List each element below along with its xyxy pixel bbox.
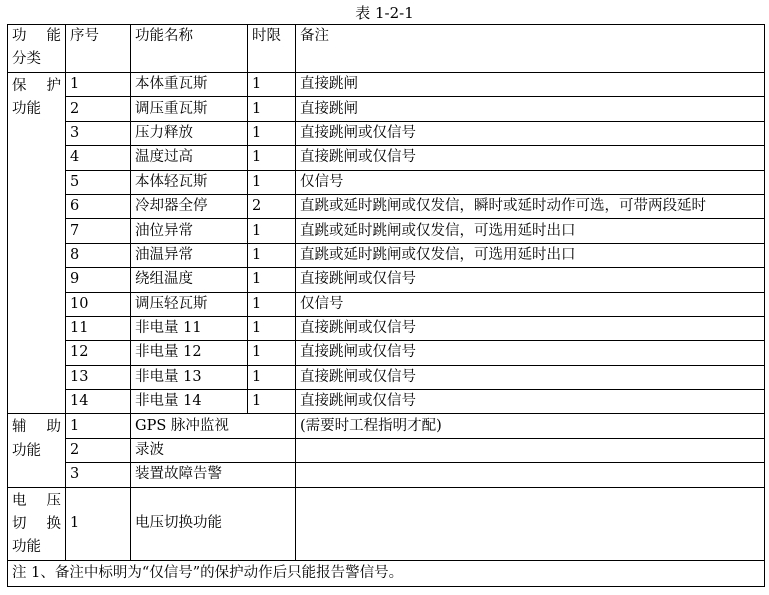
table-row xyxy=(8,438,765,462)
header-index: 序号 xyxy=(66,25,131,73)
table-row xyxy=(8,97,765,121)
table-row xyxy=(8,463,765,487)
row-time: 2 xyxy=(248,194,296,218)
row-index: 5 xyxy=(66,170,131,194)
row-name: 非电量 12 xyxy=(131,341,248,365)
table-row xyxy=(8,341,765,365)
row-index: 3 xyxy=(66,121,131,145)
header-time: 时限 xyxy=(248,25,296,73)
row-remark: 直接跳闸或仅信号 xyxy=(296,316,765,340)
row-index: 6 xyxy=(66,194,131,218)
row-remark: 直接跳闸或仅信号 xyxy=(296,268,765,292)
table-row xyxy=(8,292,765,316)
row-remark: 仅信号 xyxy=(296,292,765,316)
row-time: 1 xyxy=(248,316,296,340)
row-remark: (需要时工程指明才配) xyxy=(296,414,765,438)
table-row xyxy=(8,243,765,267)
row-index: 10 xyxy=(66,292,131,316)
table-row xyxy=(8,316,765,340)
category-auxiliary: 辅 助 功能 xyxy=(8,414,66,487)
row-name: 调压轻瓦斯 xyxy=(131,292,248,316)
row-index: 7 xyxy=(66,219,131,243)
row-time: 1 xyxy=(248,121,296,145)
row-time: 1 xyxy=(248,170,296,194)
header-remark: 备注 xyxy=(296,25,765,73)
row-time: 1 xyxy=(248,365,296,389)
row-index: 1 xyxy=(66,73,131,97)
table-row xyxy=(8,390,765,414)
row-remark: 直接跳闸或仅信号 xyxy=(296,365,765,389)
row-index: 1 xyxy=(66,487,131,560)
table-row xyxy=(8,487,765,560)
table-row xyxy=(8,170,765,194)
row-time: 1 xyxy=(248,243,296,267)
table-row xyxy=(8,121,765,145)
row-name: 装置故障告警 xyxy=(131,463,296,487)
row-remark: 直接跳闸或仅信号 xyxy=(296,146,765,170)
row-name: 录波 xyxy=(131,438,296,462)
category-protection: 保 护 功能 xyxy=(8,73,66,414)
row-name: GPS 脉冲监视 xyxy=(131,414,296,438)
function-table xyxy=(7,24,765,587)
row-remark xyxy=(296,438,765,462)
row-name: 电压切换功能 xyxy=(131,487,296,560)
category-voltage-switching: 电 压 切 换 功能 xyxy=(8,487,66,560)
row-remark: 仅信号 xyxy=(296,170,765,194)
row-remark: 直跳或延时跳闸或仅发信，可选用延时出口 xyxy=(296,219,765,243)
row-name: 油温异常 xyxy=(131,243,248,267)
row-name: 压力释放 xyxy=(131,121,248,145)
row-index: 12 xyxy=(66,341,131,365)
table-row xyxy=(8,219,765,243)
row-index: 3 xyxy=(66,463,131,487)
row-time: 1 xyxy=(248,292,296,316)
row-remark: 直接跳闸 xyxy=(296,73,765,97)
table-row xyxy=(8,268,765,292)
table-caption: 表 1-2-1 xyxy=(355,4,414,22)
row-index: 2 xyxy=(66,97,131,121)
table-row xyxy=(8,414,765,438)
row-index: 8 xyxy=(66,243,131,267)
row-name: 本体轻瓦斯 xyxy=(131,170,248,194)
footnote-row xyxy=(8,560,765,586)
row-remark: 直接跳闸或仅信号 xyxy=(296,341,765,365)
row-name: 非电量 14 xyxy=(131,390,248,414)
row-index: 1 xyxy=(66,414,131,438)
row-name: 绕组温度 xyxy=(131,268,248,292)
header-name: 功能名称 xyxy=(131,25,248,73)
row-time: 1 xyxy=(248,146,296,170)
table-row xyxy=(8,365,765,389)
header-row xyxy=(8,25,765,73)
row-index: 13 xyxy=(66,365,131,389)
row-remark: 直跳或延时跳闸或仅发信，可选用延时出口 xyxy=(296,243,765,267)
row-remark xyxy=(296,487,765,560)
row-time: 1 xyxy=(248,341,296,365)
row-name: 非电量 13 xyxy=(131,365,248,389)
row-name: 本体重瓦斯 xyxy=(131,73,248,97)
row-remark: 直接跳闸或仅信号 xyxy=(296,390,765,414)
row-index: 2 xyxy=(66,438,131,462)
row-index: 14 xyxy=(66,390,131,414)
header-category: 功 能 分类 xyxy=(8,25,66,73)
row-remark: 直接跳闸 xyxy=(296,97,765,121)
row-name: 油位异常 xyxy=(131,219,248,243)
footnote: 注 1、备注中标明为“仅信号”的保护动作后只能报告警信号。 xyxy=(8,560,765,586)
row-remark: 直跳或延时跳闸或仅发信，瞬时或延时动作可选，可带两段延时 xyxy=(296,194,765,218)
row-name: 温度过高 xyxy=(131,146,248,170)
row-time: 1 xyxy=(248,73,296,97)
row-index: 9 xyxy=(66,268,131,292)
row-name: 冷却器全停 xyxy=(131,194,248,218)
table-row xyxy=(8,194,765,218)
row-remark: 直接跳闸或仅信号 xyxy=(296,121,765,145)
row-name: 调压重瓦斯 xyxy=(131,97,248,121)
row-remark xyxy=(296,463,765,487)
row-index: 11 xyxy=(66,316,131,340)
table-row xyxy=(8,73,765,97)
row-time: 1 xyxy=(248,97,296,121)
row-time: 1 xyxy=(248,390,296,414)
table-row xyxy=(8,146,765,170)
row-time: 1 xyxy=(248,268,296,292)
row-index: 4 xyxy=(66,146,131,170)
row-time: 1 xyxy=(248,219,296,243)
row-name: 非电量 11 xyxy=(131,316,248,340)
